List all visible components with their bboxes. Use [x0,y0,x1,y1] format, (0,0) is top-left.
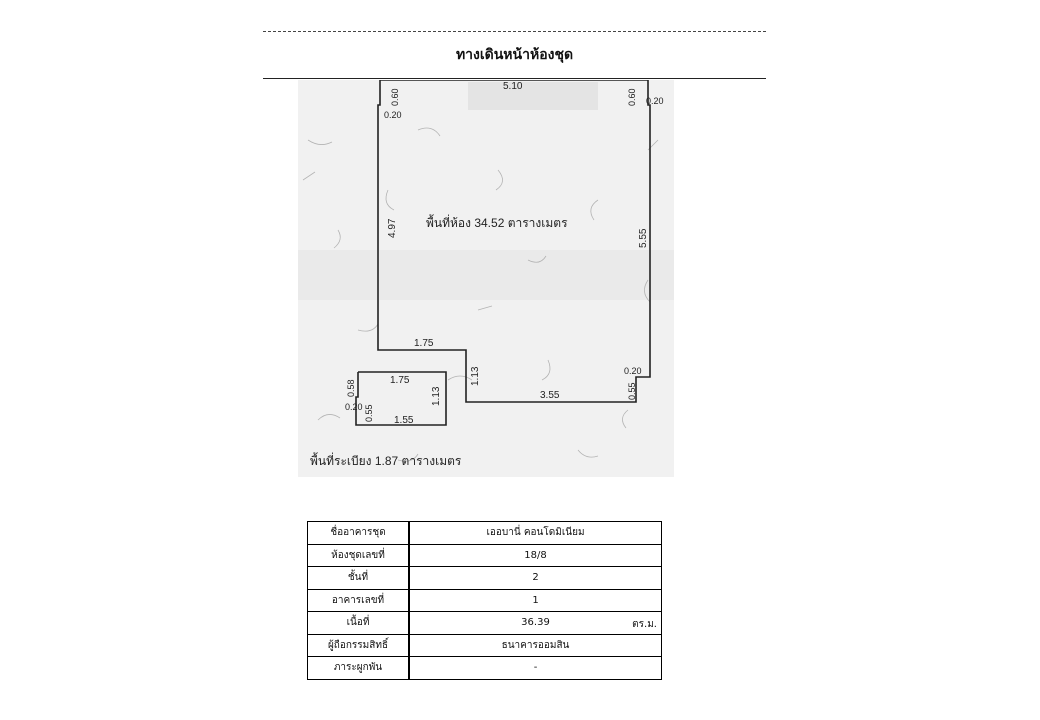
room-area-label: พื้นที่ห้อง 34.52 ตารางเมตร [426,216,568,230]
dim-top-right-v: 0.60 [627,88,637,106]
table-row [308,634,662,657]
dim-top-left-h: 0.20 [384,110,402,120]
row-value-text: 2 [532,572,539,584]
dim-bottom-right-h: 0.20 [624,366,642,376]
row-value [409,634,662,657]
table-row [308,522,662,545]
dim-bottom: 3.55 [540,390,560,401]
dim-step-vertical: 1.13 [470,366,481,386]
row-value [409,612,662,635]
dim-top: 5.10 [503,81,523,92]
dashed-separator [263,31,766,32]
dim-top-right-h: 0.20 [646,96,664,106]
row-value [409,657,662,680]
scan-smudge [468,82,598,110]
floor-plan-drawing [298,80,674,477]
row-label: ผู้ถือกรรมสิทธิ์ [308,634,410,657]
scan-band [298,250,674,300]
row-label: ชั้นที่ [308,567,410,590]
dim-right: 5.55 [638,228,649,248]
table-row [308,612,662,635]
table-row [308,567,662,590]
row-value-text: 1 [532,594,539,606]
dim-left: 4.97 [387,218,398,238]
dim-bottom-right-v: 0.55 [627,382,637,400]
dim-step-top: 1.75 [414,338,434,349]
dim-top-left-v: 0.60 [390,88,400,106]
row-value-text: ธนาคารออมสิน [501,639,570,651]
area-unit: ตร.ม. [632,619,657,630]
row-label: ห้องชุดเลขที่ [308,544,410,567]
row-value-text: 36.39 [521,617,550,629]
dim-balcony-bottom: 1.55 [394,415,414,426]
table-row [308,589,662,612]
table-row [308,657,662,680]
row-value-text: เออบานี่ คอนโดมิเนียม [486,527,585,539]
dim-balcony-left-bottom: 0.55 [364,404,374,422]
row-value-text: 18/8 [524,549,547,561]
row-label: ภาระผูกพัน [308,657,410,680]
table-row [308,544,662,567]
row-value [409,589,662,612]
row-value [409,544,662,567]
dim-balcony-top: 1.75 [390,375,410,386]
dim-balcony-right: 1.13 [431,386,442,406]
dim-balcony-left-h: 0.20 [345,402,363,412]
row-value-text: - [533,662,538,674]
dim-balcony-left-top: 0.58 [346,379,356,397]
corridor-heading: ทางเดินหน้าห้องชุด [455,47,574,63]
row-value [409,567,662,590]
corridor-rule [263,78,766,79]
row-label: อาคารเลขที่ [308,589,410,612]
row-label: เนื้อที่ [308,612,410,635]
row-value [409,522,662,545]
floor-plan [298,80,674,477]
row-label: ชื่ออาคารชุด [308,522,410,545]
balcony-area-label: พื้นที่ระเบียง 1.87 ตารางเมตร [310,454,462,468]
unit-info-table [307,521,662,680]
